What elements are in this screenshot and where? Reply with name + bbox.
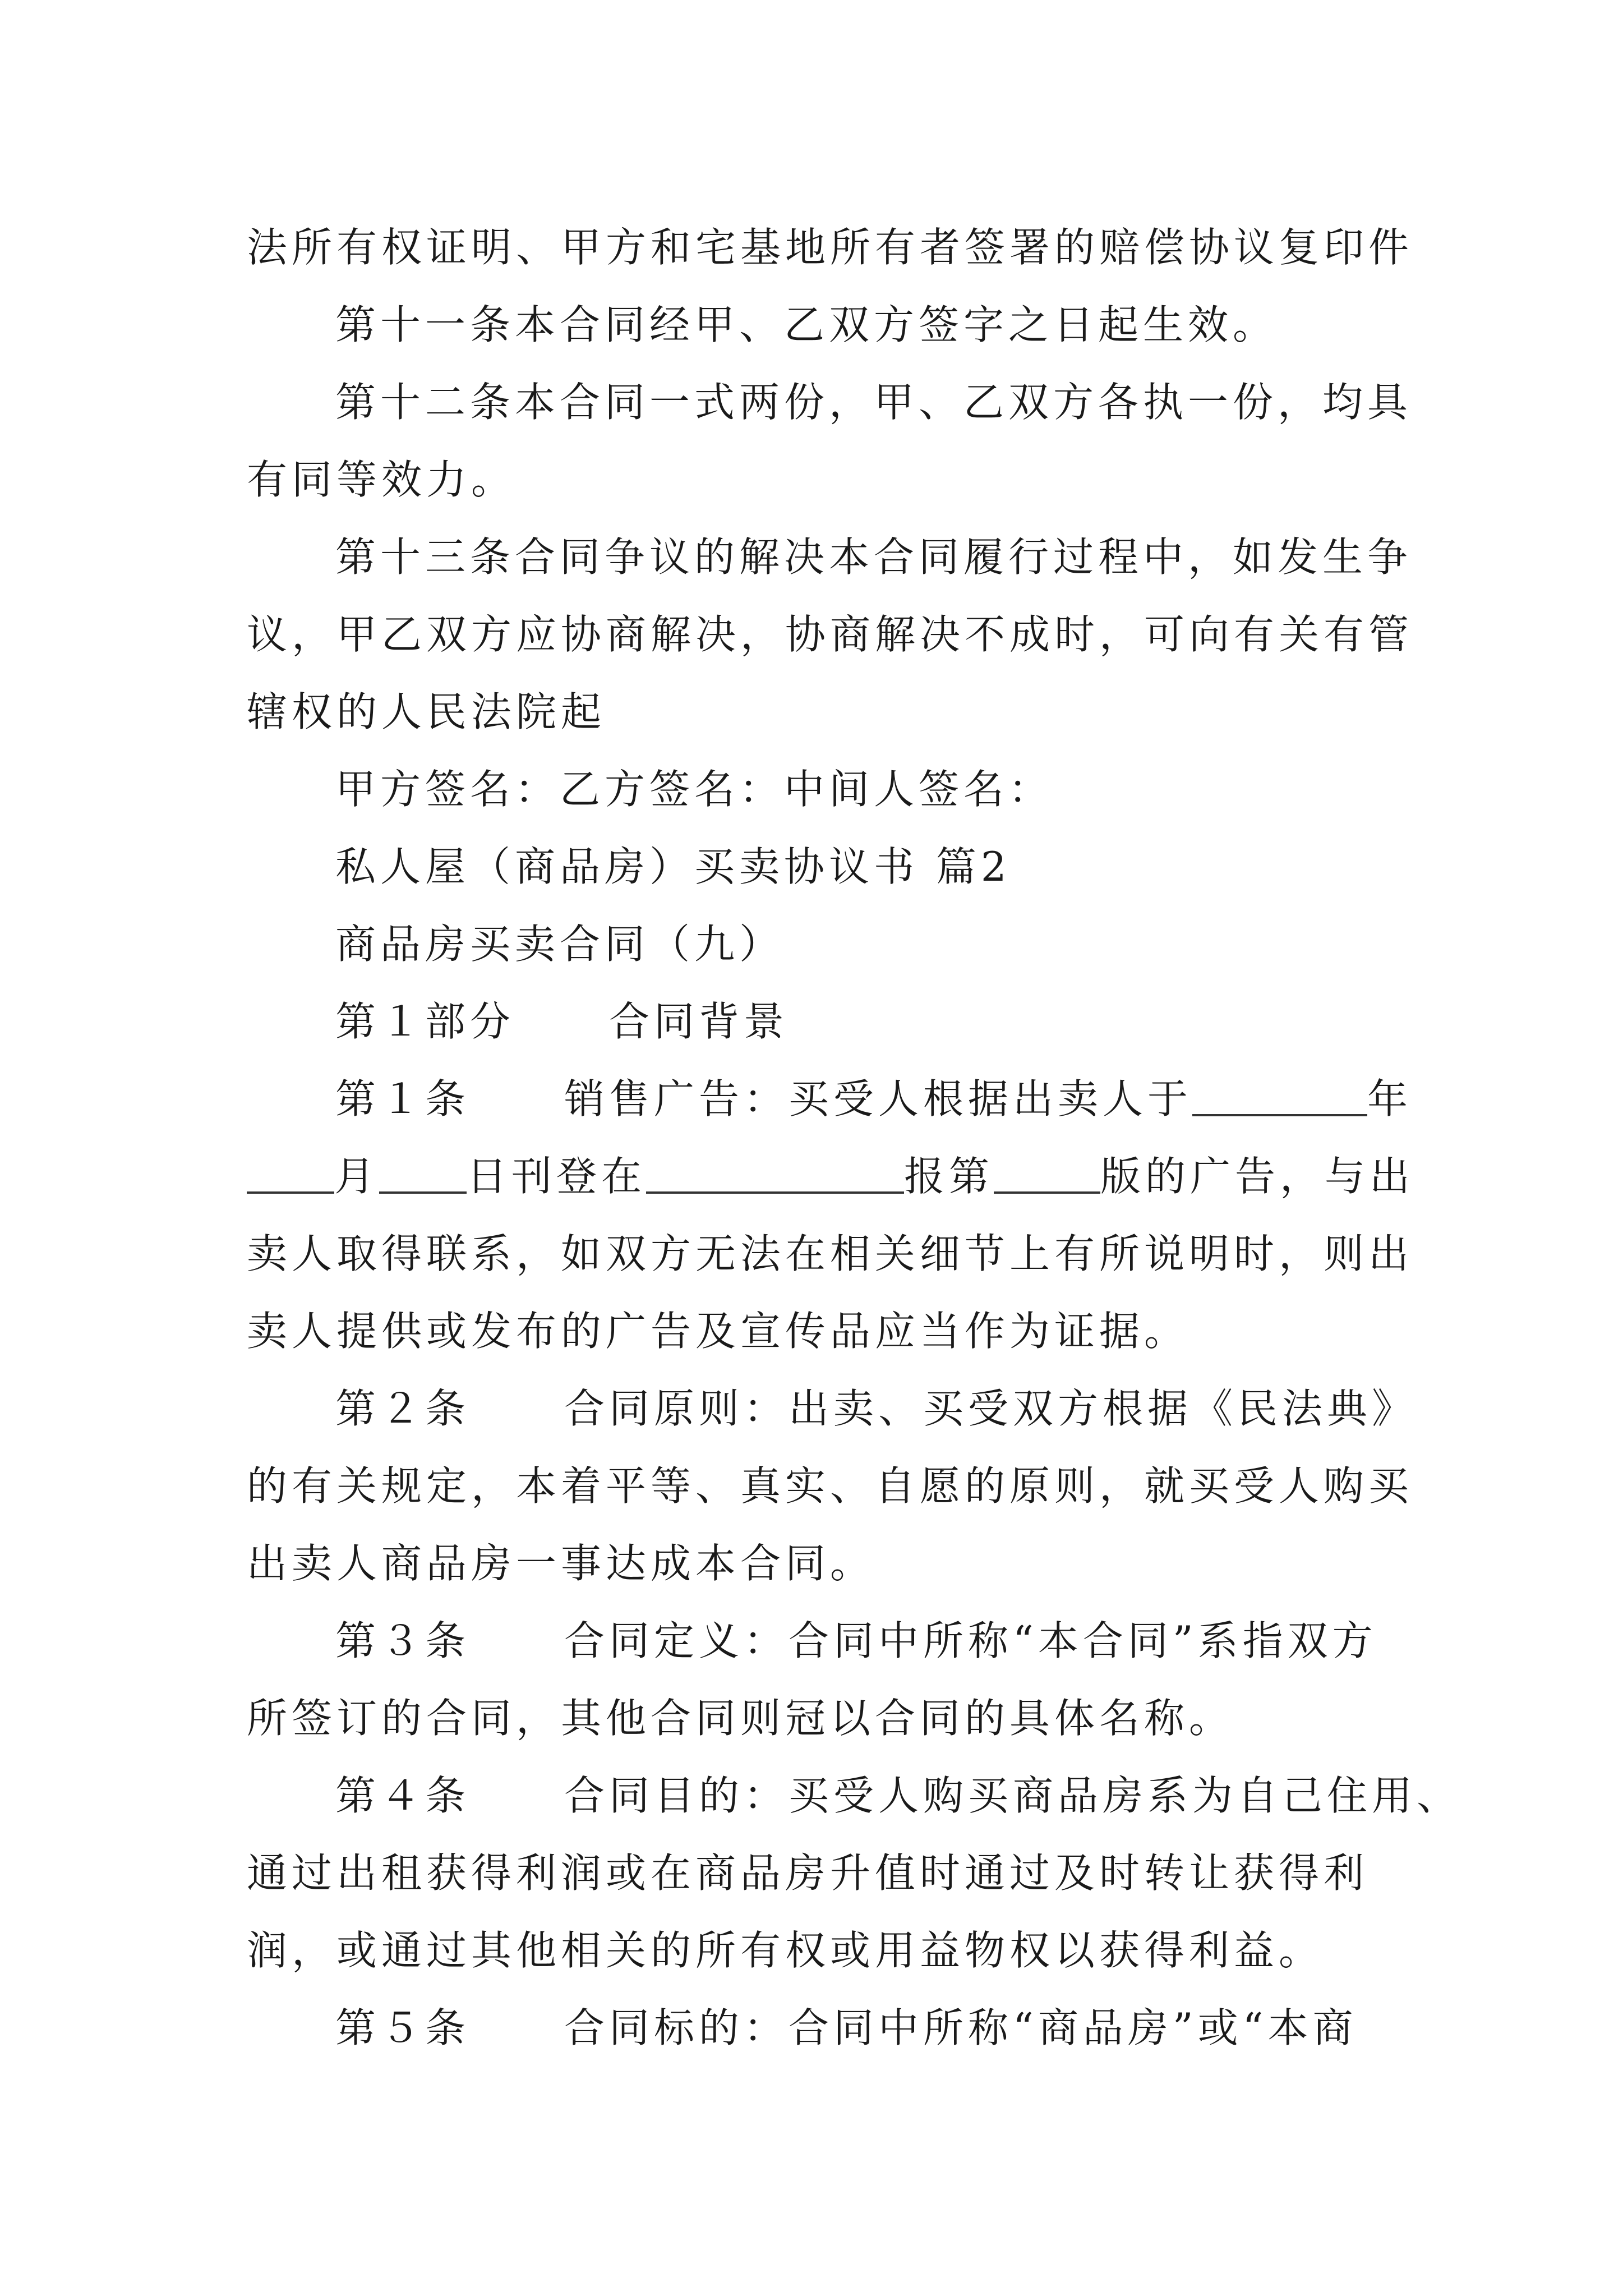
text-line: 通过出租获得利润或在商品房升值时通过及时转让获得利 — [247, 1849, 1369, 1897]
article-number: 第２条 — [335, 1385, 471, 1432]
text-line: 有同等效力。 — [247, 456, 517, 503]
blank-field — [247, 1156, 334, 1194]
text-line: 润，或通过其他相关的所有权或用益物权以获得利益。 — [247, 1927, 1324, 1974]
text-line: 月 日刊登在 报第 版的广告，与出 — [247, 1138, 1391, 1215]
blank-field — [1192, 1078, 1367, 1116]
signature-line: 甲方签名：乙方签名：中间人签名： — [335, 766, 1054, 813]
article-number: 第３条 — [335, 1617, 471, 1664]
text-line: 卖人提供或发布的广告及宣传品应当作为证据。 — [247, 1308, 1189, 1355]
text-line: 辖权的人民法院起 — [247, 688, 606, 735]
article-number: 第５条 — [335, 2004, 471, 2051]
article-number: 第４条 — [335, 1772, 471, 1819]
section-heading: 私人屋（商品房）买卖协议书 篇2 — [335, 843, 1011, 890]
blank-field — [994, 1156, 1100, 1194]
part-1-heading — [247, 983, 1391, 1060]
article-5: 第５条 合同标的：合同中所称“商品房”或“本商 — [335, 2004, 1358, 2051]
article-2: 第２条 合同原则：出卖、买受双方根据《民法典》 — [335, 1385, 1417, 1432]
text-line: 出卖人商品房一事达成本合同。 — [247, 1540, 875, 1587]
text-line: 卖人取得联系，如双方无法在相关细节上有所说明时，则出 — [247, 1230, 1414, 1277]
text-line: 议，甲乙双方应协商解决，协商解决不成时，可向有关有管 — [247, 611, 1414, 658]
text-line: 的有关规定，本着平等、真实、自愿的原则，就买受人购买 — [247, 1462, 1414, 1510]
text-line: 法所有权证明、甲方和宅基地所有者签署的赔偿协议复印件 — [247, 224, 1414, 271]
article-4: 第４条 合同目的：买受人购买商品房系为自己住用、 — [335, 1772, 1462, 1819]
article-13: 第十三条合同争议的解决本合同履行过程中，如发生争 — [335, 533, 1413, 581]
article-number: 第１条 — [335, 1075, 471, 1122]
text-line: 所签订的合同，其他合同则冠以合同的具体名称。 — [247, 1695, 1234, 1742]
part-title: 合同背景 — [609, 998, 789, 1045]
document-page — [247, 209, 1462, 2067]
article-12: 第十二条本合同一式两份，甲、乙双方各执一份，均具 — [335, 379, 1413, 426]
contract-title: 商品房买卖合同（九） — [335, 921, 785, 968]
part-number: 第１部分 — [335, 998, 515, 1045]
article-3: 第３条 合同定义：合同中所称“本合同”系指双方 — [335, 1617, 1377, 1664]
blank-field — [379, 1156, 467, 1194]
article-1: 第１条 销售广告：买受人根据出卖人于 年 — [335, 1075, 1413, 1122]
article-11: 第十一条本合同经甲、乙双方签字之日起生效。 — [335, 301, 1278, 348]
blank-field — [646, 1156, 904, 1194]
